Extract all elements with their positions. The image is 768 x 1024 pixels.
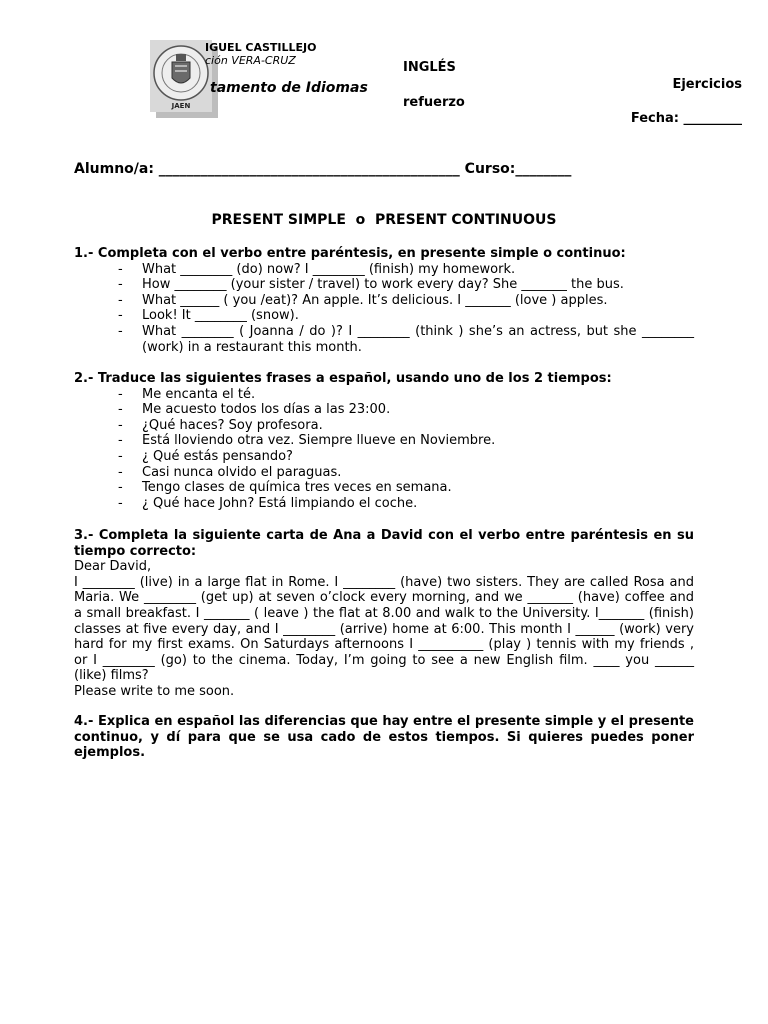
list-item: - Casi nunca olvido el paraguas. bbox=[74, 465, 694, 481]
letter-closing: Please write to me soon. bbox=[74, 683, 235, 699]
section-4 bbox=[74, 714, 694, 761]
list-item: - How ________ (your sister / travel) to work every day? She _______ the bus. bbox=[74, 277, 694, 293]
section-1-list bbox=[74, 262, 694, 356]
list-item: - ¿ Qué hace John? Está limpiando el coche. bbox=[74, 496, 694, 512]
department-name: tamento de Idiomas bbox=[210, 80, 368, 96]
school-name: IGUEL CASTILLEJO bbox=[205, 41, 317, 54]
section-2 bbox=[74, 371, 694, 511]
list-item: - ¿Qué haces? Soy profesora. bbox=[74, 418, 694, 434]
svg-text:JAEN: JAEN bbox=[171, 102, 191, 110]
section-3-heading: 3.- Completa la siguiente carta de Ana a David con el verbo entre paréntesis en su tiempo correcto: bbox=[74, 528, 694, 559]
subject-label: INGLÉS bbox=[403, 60, 456, 75]
list-item: - What ________ (do) now? I ________ (finish) my homework. bbox=[74, 262, 694, 278]
section-2-heading: 2.- Traduce las siguientes frases a español, usando uno de los 2 tiempos: bbox=[74, 371, 612, 386]
date-field: Fecha: _________ bbox=[630, 111, 742, 126]
school-location: ción VERA-CRUZ bbox=[205, 54, 296, 67]
section-3 bbox=[74, 528, 694, 700]
list-item: - Tengo clases de química tres veces en semana. bbox=[74, 480, 694, 496]
list-item: - ¿ Qué estás pensando? bbox=[74, 449, 694, 465]
section-1 bbox=[74, 246, 694, 355]
list-item: - Me encanta el té. bbox=[74, 387, 694, 403]
list-item: - What ______ ( you /eat)? An apple. It’s delicious. I _______ (love ) apples. bbox=[74, 293, 694, 309]
section-1-heading: 1.- Completa con el verbo entre paréntesis, en presente simple o continuo: bbox=[74, 246, 626, 261]
list-item: - Está lloviendo otra vez. Siempre llueve en Noviembre. bbox=[74, 433, 694, 449]
page-title: PRESENT SIMPLE o PRESENT CONTINUOUS bbox=[211, 212, 557, 228]
list-item: - Me acuesto todos los días a las 23:00. bbox=[74, 402, 694, 418]
section-2-list bbox=[74, 387, 694, 512]
list-item: - What ________ ( Joanna / do )? I ________ (think ) she’s an actress, but she ________ (work) in a restaurant this month. bbox=[74, 324, 694, 355]
list-item: - Look! It ________ (snow). bbox=[74, 308, 694, 324]
letter-body: I ________ (live) in a large flat in Rome. I ________ (have) two sisters. They are called Rosa and Maria. We ________ (get up) at seven o’clock every morning, and we _______ (have) coffee and a small breakfast. I _______ ( leave ) the flat at 8.00 and walk to the University. I_______ (finish) classes at five every day, and I ________ (arrive) home at 6:00. This month I ______ (work) very hard for my first exams. On Saturdays afternoons I __________ (play ) tennis with my friends , or I ________ (go) to the cinema. Today, I’m going to see a new English film. ____ you ______ (like) films? bbox=[74, 574, 694, 684]
student-name-line: Alumno/a: ___________________________________________ Curso:________ bbox=[74, 161, 572, 177]
subtitle-label: refuerzo bbox=[403, 95, 465, 110]
section-4-heading: 4.- Explica en español las diferencias que hay entre el presente simple y el presente continuo, y dí para que se usa cado de estos tiempos. Si quieres puedes poner ejemplos. bbox=[74, 714, 694, 761]
letter-greeting: Dear David, bbox=[74, 559, 152, 575]
exercises-label: Ejercicios bbox=[672, 77, 742, 92]
